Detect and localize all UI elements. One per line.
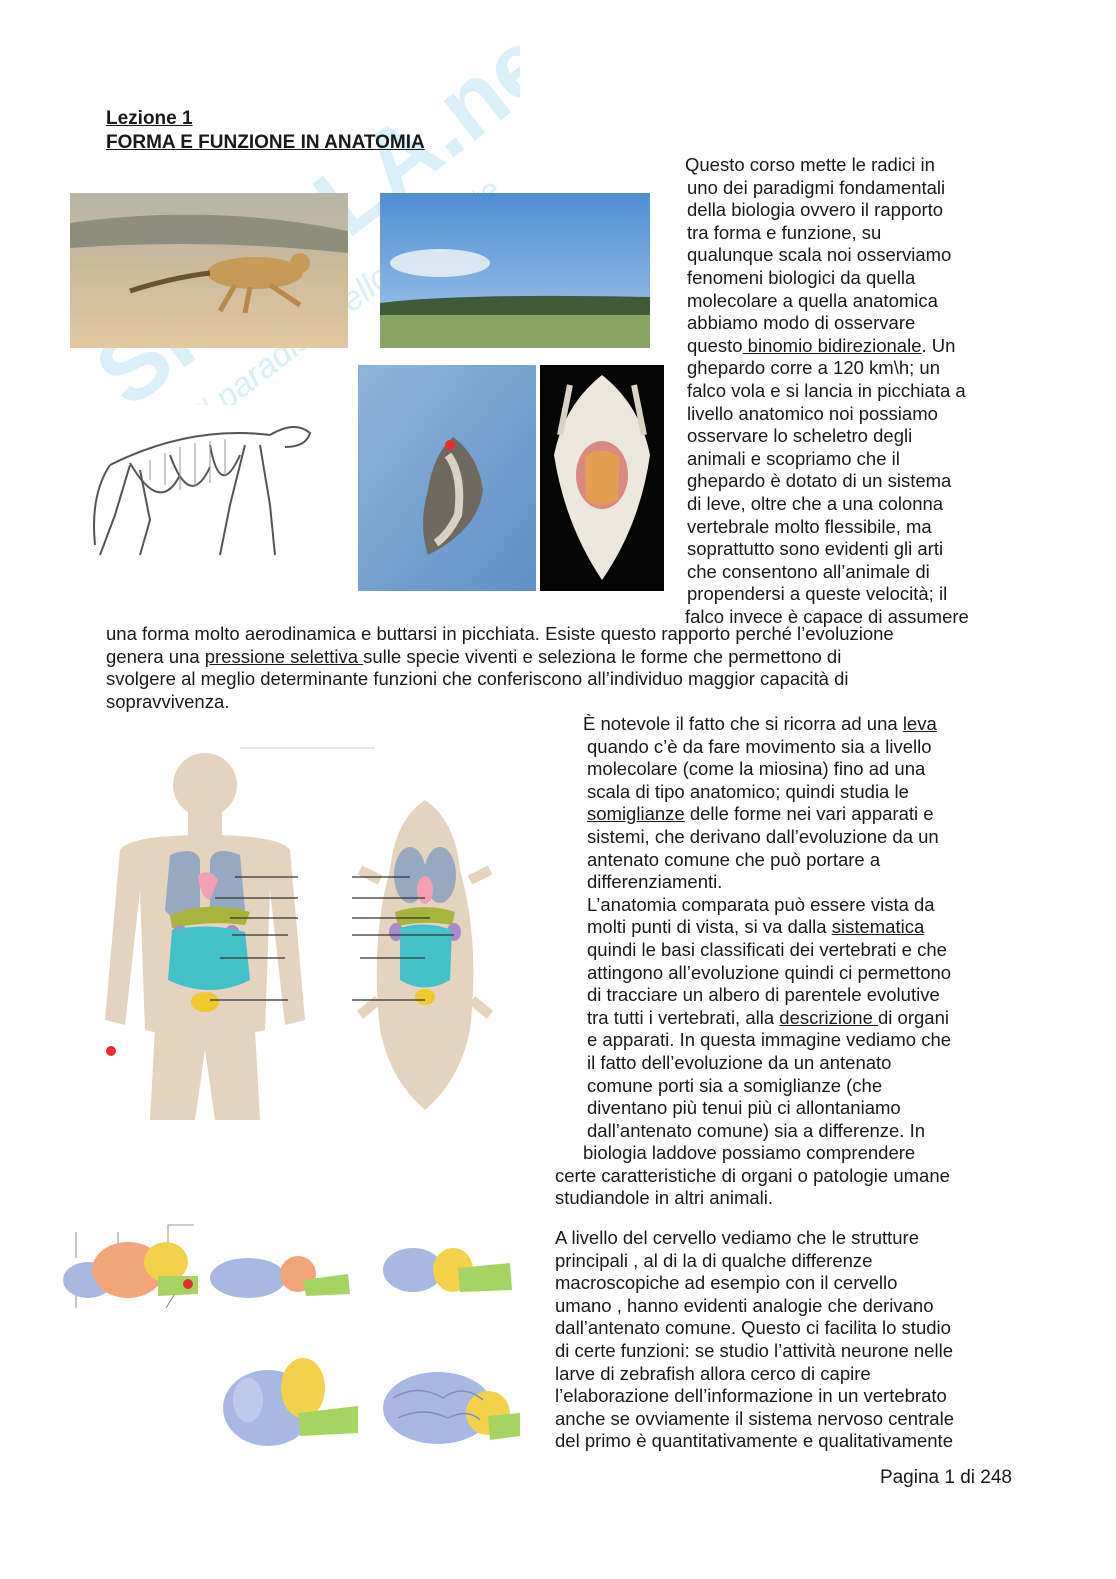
page-number: Pagina 1 di 248 [879, 1467, 1012, 1488]
text-run: molti punti di vista, si va dalla [587, 916, 832, 938]
text-line: larve di zebrafish allora cerco di capire [555, 1362, 871, 1384]
cheetah-skeleton-illustration [70, 405, 320, 560]
text-line: il fatto dell’evoluzione da un antenato [587, 1051, 892, 1073]
text-line [685, 335, 969, 358]
lesson-label: Lezione 1 [106, 108, 193, 129]
watermark-tagline: paradiso dello [207, 257, 399, 418]
text-line: soprattutto sono evidenti gli arti [687, 538, 944, 560]
text-run: genera una [106, 645, 205, 667]
underlined-term-binomio: binomio bidirezionale [742, 334, 922, 356]
text-line: A livello del cervello vediamo che le strutture [555, 1227, 920, 1248]
text-line: macroscopiche ad esempio con il cervello [555, 1272, 898, 1294]
text-run: sulle specie viventi e seleziona le forme che permettono di [363, 645, 842, 667]
text-run: di organi [878, 1006, 949, 1028]
text-line [106, 646, 894, 669]
text-run: delle forme nei vari apparati e [684, 803, 934, 825]
text-line [583, 803, 951, 826]
text-line: propendersi a queste velocità; il [687, 583, 948, 605]
text-line [583, 1007, 951, 1030]
text-line: l’elaborazione dell’informazione in un vertebrato [555, 1385, 947, 1407]
text-line [583, 713, 951, 736]
text-line: qualunque scala noi osserviamo [687, 244, 952, 266]
underlined-term-descrizione: descrizione [779, 1006, 878, 1028]
text-line: vertebrale molto flessibile, ma [687, 515, 932, 537]
text-line: antenato comune che può portare a [587, 848, 881, 870]
text-line: ghepardo è dotato di un sistema [687, 470, 952, 492]
organ-comparison-diagram [60, 740, 530, 1120]
text-line: Questo corso mette le radici in [685, 154, 935, 175]
text-line: dall’antenato comune) sia a differenze. In [587, 1119, 926, 1141]
text-line: sopravvivenza. [106, 690, 230, 712]
text-line: sistemi, che derivano dall’evoluzione da un [587, 825, 939, 847]
text-line: studiandole in altri animali. [555, 1187, 774, 1209]
text-line: diventano più tenui più ci allontaniamo [587, 1097, 901, 1119]
text-line: del primo è quantitativamente e qualitativamente [555, 1430, 953, 1452]
text-line: uno dei paradigmi fondamentali [687, 176, 946, 198]
text-line: svolgere al meglio determinante funzioni che conferiscono all’individuo maggior capacità di [106, 668, 849, 690]
text-line: una forma molto aerodinamica e buttarsi in picchiata. Esiste questo rapporto perché l’evoluzione [106, 623, 894, 644]
text-line: biologia laddove possiamo comprendere [583, 1142, 916, 1164]
text-line: dall’antenato comune. Questo ci facilita lo studio [555, 1317, 951, 1339]
text-line: certe caratteristiche di organi o patologie umane [555, 1164, 950, 1186]
paragraph-evoluzione [106, 623, 894, 713]
text-run: È notevole il fatto che si ricorra ad una [583, 713, 903, 734]
page-title: FORMA E FUNZIONE IN ANATOMIA [106, 132, 425, 153]
text-line: principali , al di la di qualche differenze [555, 1249, 873, 1271]
text-line: anche se ovviamente il sistema nervoso centrale [555, 1407, 954, 1429]
text-line: animali e scopriamo che il [687, 447, 900, 469]
text-run: tra tutti i vertebrati, alla [587, 1006, 780, 1028]
underlined-term-pressione: pressione selettiva [204, 645, 364, 667]
underlined-term-sistematica: sistematica [831, 916, 925, 938]
paragraph-forma-funzione [685, 154, 969, 628]
text-line: falco invece è capace di assumere [685, 605, 969, 627]
text-line: comune porti sia a somiglianze (che [587, 1074, 883, 1096]
falcon-skeleton-scan [540, 365, 664, 591]
text-line: quando c’è da fare movimento sia a livello [587, 735, 932, 757]
text-line: di tracciare un albero di parentele evolutive [587, 984, 940, 1006]
text-line: della biologia ovvero il rapporto [687, 199, 944, 221]
text-line: di leve, oltre che a una colonna [687, 492, 944, 514]
text-line: ghepardo corre a 120 km\h; un [687, 357, 940, 379]
vertebrate-brain-diagram [48, 1208, 530, 1508]
red-marker-dot [106, 1046, 116, 1056]
cheetah-running-photo [70, 193, 348, 348]
text-run: . Un [921, 334, 956, 356]
underlined-term-somiglianze: somiglianze [587, 803, 685, 825]
paragraph-leva-somiglianze [555, 713, 952, 1210]
text-line: fenomeni biologici da quella [687, 266, 916, 288]
text-line: molecolare (come la miosina) fino ad una [587, 758, 926, 780]
text-line [583, 916, 951, 939]
text-line: L’anatomia comparata può essere vista da [587, 893, 935, 915]
text-line: e apparati. In questa immagine vediamo che [587, 1029, 952, 1051]
text-run: questo [687, 334, 743, 356]
falcon-diving-photo [358, 365, 536, 591]
text-line: scala di tipo anatomico; quindi studia le [587, 780, 909, 802]
text-line: falco vola e si lancia in picchiata a [687, 379, 966, 401]
text-line: attingono all’evoluzione quindi ci permettono [587, 961, 952, 983]
text-line: tra forma e funzione, su [687, 221, 882, 243]
underlined-term-leva: leva [902, 713, 937, 734]
text-line: che consentono all’animale di [687, 560, 930, 582]
text-line: abbiamo modo di osservare [687, 312, 916, 334]
text-line: molecolare a quella anatomica [687, 289, 938, 311]
text-line: livello anatomico noi possiamo [687, 402, 938, 424]
landscape-sky-photo [380, 193, 650, 348]
text-line: quindi le basi classificati dei vertebrati e che [587, 938, 947, 960]
text-line: di certe funzioni: se studio l’attività neurone nelle [555, 1339, 953, 1361]
text-line: differenziamenti. [587, 871, 723, 893]
text-line: osservare lo scheletro degli [687, 425, 913, 447]
text-line: umano , hanno evidenti analogie che derivano [555, 1294, 934, 1316]
paragraph-cervello [555, 1227, 954, 1453]
